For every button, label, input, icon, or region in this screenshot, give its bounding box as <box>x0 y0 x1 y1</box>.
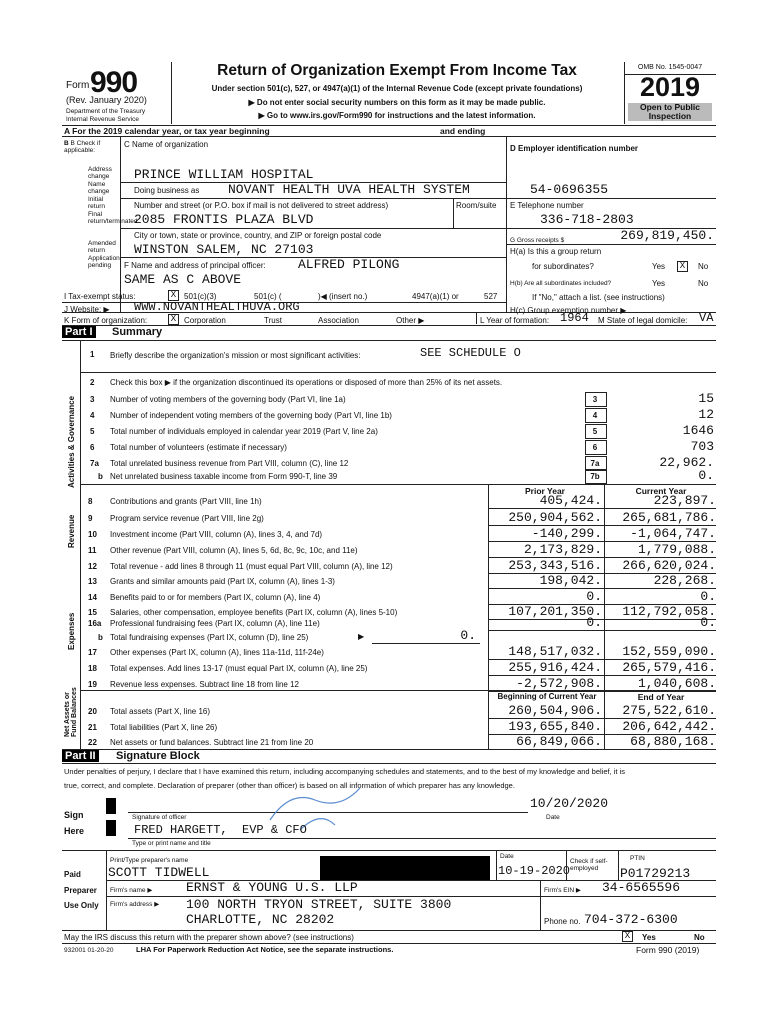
ha-no: No <box>698 262 709 271</box>
sign-arrow-1 <box>106 798 116 814</box>
prior-year-header: Prior Year <box>524 486 565 496</box>
fin-line-current: 112,792,058. <box>622 604 716 619</box>
ha-yes: Yes <box>652 262 666 271</box>
fin-line-num: 16a <box>88 619 102 628</box>
g-label: G Gross receipts $ <box>510 237 565 244</box>
line16b-value: 0. <box>460 628 476 643</box>
fin-line-current: 0. <box>700 615 716 630</box>
fin-line-num: 19 <box>88 680 97 689</box>
prep-name-label: Print/Type preparer's name <box>110 857 189 864</box>
officer-name-title: FRED HARGETT, EVP & CFO <box>134 823 307 837</box>
firm-name: ERNST & YOUNG U.S. LLP <box>186 880 358 895</box>
firm-phone: 704-372-6300 <box>584 912 678 927</box>
hb-yes: Yes <box>652 279 666 288</box>
fin-line-current: 223,897. <box>653 493 716 508</box>
website[interactable]: WWW.NOVANTHEALTHUVA.ORG <box>134 300 300 314</box>
fin-line-prior: 255,916,424. <box>508 660 602 675</box>
gov-line-text: Number of voting members of the governing body (Part VI, line 1a) <box>110 395 346 404</box>
line2-text: Check this box ▶ if the organization discontinued its operations or disposed of more than 25% of its net assets. <box>110 378 503 387</box>
i-insert: )◀ (insert no.) <box>318 292 368 301</box>
hb-no: No <box>698 279 709 288</box>
fin-line-text: Total assets (Part X, line 16) <box>110 707 211 716</box>
firm-addr-label: Firm's address ▶ <box>110 901 160 908</box>
omb-number: OMB No. 1545-0047 <box>637 64 703 71</box>
fin-line-num: 14 <box>88 593 97 602</box>
here-label: Here <box>64 826 85 836</box>
sign-date: 10/20/2020 <box>530 796 609 811</box>
gov-line-value: 22,962. <box>659 455 714 470</box>
irs-label: Internal Revenue Service <box>66 116 139 123</box>
fin-line-num: 13 <box>88 577 97 586</box>
fin-line-current: 265,579,416. <box>622 660 716 675</box>
k-trust: Trust <box>264 316 282 325</box>
discuss-yes-checkbox[interactable]: X <box>622 931 633 942</box>
street-label: Number and street (or P.O. box if mail is not delivered to street address) <box>134 201 389 210</box>
tax-year: 2019 <box>639 72 701 102</box>
perjury-2: true, correct, and complete. Declaration of preparer (other than officer) is based on all information of which preparer has any knowledge. <box>64 781 515 790</box>
line-a: A For the 2019 calendar year, or tax year beginning <box>64 126 270 136</box>
fin-line-prior: 193,655,840. <box>508 719 602 734</box>
k-assoc: Association <box>318 316 359 325</box>
k-other: Other ▶ <box>396 316 425 325</box>
fin-line-current: 228,268. <box>653 573 716 588</box>
firm-ein: 34-6565596 <box>602 880 681 895</box>
k-corp-checkbox[interactable]: X <box>168 314 179 325</box>
fin-line-text: Benefits paid to or for members (Part IX, column (A), line 4) <box>110 593 321 602</box>
discuss-yes: Yes <box>642 933 656 942</box>
telephone: 336-718-2803 <box>540 212 634 227</box>
d-label: D Employer identification number <box>510 144 639 153</box>
gov-line-box-label: 4 <box>592 411 598 420</box>
boy-header: Beginning of Current Year <box>497 692 597 701</box>
fin-line-text: Total expenses. Add lines 13-17 (must equal Part IX, column (A), line 25) <box>110 664 368 673</box>
b-item-address: Address change <box>88 166 112 180</box>
perjury-1: Under penalties of perjury, I declare that I have examined this return, including accompanying schedules and statements, and to the best of my knowledge and belief, it is <box>64 767 626 776</box>
line16b-text: Total fundraising expenses (Part IX, column (D), line 25) <box>110 633 309 642</box>
i-501c: 501(c) ( <box>254 292 282 301</box>
fin-line-current: 152,559,090. <box>622 644 716 659</box>
fin-line-prior: -140,299. <box>531 526 602 541</box>
year-formed: 1964 <box>560 311 589 325</box>
fin-line-prior: 66,849,066. <box>516 734 602 749</box>
signature-label: Signature of officer <box>132 814 187 821</box>
line16b-arrow: ▶ <box>358 632 365 641</box>
gov-line-value: 0. <box>698 468 714 483</box>
gov-line-text: Net unrelated business taxable income from Form 990-T, line 39 <box>110 472 338 481</box>
line2-num: 2 <box>90 378 95 387</box>
goto-note: ▶ Go to www.irs.gov/Form990 for instructions and the latest information. <box>258 111 536 120</box>
footer-form: Form 990 (2019) <box>636 945 700 955</box>
b-item-application: Application pending <box>88 255 120 269</box>
street-address: 2085 FRONTIS PLAZA BLVD <box>134 212 314 227</box>
fin-line-current: 1,779,088. <box>637 542 716 557</box>
ha-sub: for subordinates? <box>532 262 594 271</box>
fin-line-prior: 250,904,562. <box>508 510 602 525</box>
type-label: Type or print name and title <box>132 840 211 847</box>
room-label: Room/suite <box>456 201 497 210</box>
under-section: Under section 501(c), 527, or 4947(a)(1) of the Internal Revenue Code (except private foundations) <box>211 84 583 93</box>
c-label: C Name of organization <box>124 140 209 149</box>
domicile: VA <box>699 311 714 325</box>
k-label: K Form of organization: <box>64 316 148 325</box>
gov-line-value: 703 <box>690 439 714 454</box>
form-word: Form <box>66 80 90 91</box>
b-item-final: Final return/terminated <box>88 211 138 225</box>
gov-line-num: b <box>98 472 103 481</box>
fin-line-num: 9 <box>88 514 93 523</box>
principal-officer: ALFRED PILONG <box>298 257 400 272</box>
date-label: Date <box>546 814 560 821</box>
m-label: M State of legal domicile: <box>598 316 688 325</box>
rev-date: (Rev. January 2020) <box>66 95 147 105</box>
form-title: Return of Organization Exempt From Income Tax <box>217 62 577 79</box>
fin-line-prior: 2,173,829. <box>523 542 602 557</box>
ein: 54-0696355 <box>530 182 609 197</box>
gov-line-num: 4 <box>90 411 95 420</box>
e-label: E Telephone number <box>510 201 584 210</box>
ha-no-checkbox[interactable]: X <box>677 261 688 272</box>
fin-line-text: Other expenses (Part IX, column (A), lines 11a-11d, 11f-24e) <box>110 648 324 657</box>
org-name: PRINCE WILLIAM HOSPITAL <box>134 167 314 182</box>
side-net: Net Assets or Fund Balances <box>64 687 78 737</box>
firm-address-2: CHARLOTTE, NC 28202 <box>186 912 335 927</box>
i-501c3-checkbox[interactable]: X <box>168 290 179 301</box>
i-4947: 4947(a)(1) or <box>412 292 459 301</box>
gov-line-value: 12 <box>698 407 714 422</box>
fin-line-current: 0. <box>700 589 716 604</box>
gov-line-box-label: 5 <box>592 427 598 436</box>
part1-title: Summary <box>112 326 163 338</box>
fin-line-text: Investment income (Part VIII, column (A), lines 3, 4, and 7d) <box>110 530 323 539</box>
fin-line-prior: 198,042. <box>539 573 602 588</box>
gross-receipts: 269,819,450. <box>620 228 714 243</box>
fin-line-prior: -2,572,908. <box>516 676 602 691</box>
fin-line-text: Total liabilities (Part X, line 26) <box>110 723 218 732</box>
fin-line-num: 12 <box>88 562 97 571</box>
part2-label: Part II <box>62 750 99 762</box>
check-label: Check if self-employed <box>570 858 608 872</box>
city-state-zip: WINSTON SALEM, NC 27103 <box>134 242 314 257</box>
firm-ein-label: Firm's EIN ▶ <box>544 887 581 894</box>
eoy-header: End of Year <box>637 692 685 702</box>
gov-line-box-label: 7a <box>590 459 600 468</box>
gov-line-box-label: 6 <box>592 443 598 452</box>
city-label: City or town, state or province, country, and ZIP or foreign postal code <box>134 231 382 240</box>
fin-line-prior: 253,343,516. <box>508 558 602 573</box>
gov-line-num: 6 <box>90 443 95 452</box>
phone-label: Phone no. <box>544 917 581 926</box>
line1-num: 1 <box>90 350 95 359</box>
l-label: L Year of formation: <box>480 316 550 325</box>
officer-address: SAME AS C ABOVE <box>124 272 242 287</box>
i-501c3: 501(c)(3) <box>184 292 217 301</box>
discuss-no: No <box>694 933 705 942</box>
firm-name-label: Firm's name ▶ <box>110 887 153 894</box>
fin-line-text: Program service revenue (Part VIII, line 2g) <box>110 514 264 523</box>
gov-line-value: 15 <box>698 391 714 406</box>
i-label: I Tax-exempt status: <box>64 292 136 301</box>
ha-label: H(a) Is this a group return <box>510 247 602 256</box>
fin-line-prior: 107,201,350. <box>508 604 602 619</box>
no-ssn-note: ▶ Do not enter social security numbers on this form as it may be made public. <box>248 98 546 107</box>
hb-label: H(b) Are all subordinates included? <box>510 280 612 287</box>
fin-line-text: Professional fundraising fees (Part IX, column (A), line 11e) <box>110 619 320 628</box>
paid-label: Paid <box>64 870 81 879</box>
footer-lha: LHA For Paperwork Reduction Act Notice, see the separate instructions. <box>136 945 394 954</box>
gov-line-box-label: 7b <box>590 472 600 481</box>
k-corp: Corporation <box>184 316 226 325</box>
i-527: 527 <box>484 292 498 301</box>
b-item-name: Name change <box>88 181 110 195</box>
gov-line-value: 1646 <box>682 423 714 438</box>
fin-line-current: 1,040,608. <box>637 676 716 691</box>
fin-line-prior: 260,504,906. <box>508 703 602 718</box>
line1-text: Briefly describe the organization's mission or most significant activities: <box>110 351 361 360</box>
fin-line-num: 20 <box>88 707 97 716</box>
preparer-name: SCOTT TIDWELL <box>108 865 210 880</box>
fin-line-current: 266,620,024. <box>622 558 716 573</box>
dept-treasury: Department of the Treasury <box>66 108 146 115</box>
fin-line-current: 68,880,168. <box>630 734 716 749</box>
gov-line-num: 3 <box>90 395 95 404</box>
form-number: 990 <box>90 66 138 99</box>
side-rev: Revenue <box>67 514 76 548</box>
open-to-public: Open to Public Inspection <box>628 103 712 121</box>
fin-line-prior: 405,424. <box>539 493 602 508</box>
gov-line-text: Total number of individuals employed in calendar year 2019 (Part V, line 2a) <box>110 427 378 436</box>
fin-line-num: 17 <box>88 648 97 657</box>
fin-line-num: 10 <box>88 530 97 539</box>
b-item-initial: Initial return <box>88 196 105 210</box>
gov-line-text: Total unrelated business revenue from Part VIII, column (C), line 12 <box>110 459 349 468</box>
prep-date-label: Date <box>500 853 514 860</box>
side-gov: Activities & Governance <box>67 395 76 488</box>
fin-line-text: Net assets or fund balances. Subtract line 21 from line 20 <box>110 738 314 747</box>
footer-code: 932001 01-20-20 <box>64 947 114 954</box>
line16b-num: b <box>98 633 103 642</box>
gov-line-text: Number of independent voting members of the governing body (Part VI, line 1b) <box>110 411 392 420</box>
fin-line-current: 275,522,610. <box>622 703 716 718</box>
ptin-label: PTIN <box>630 855 645 862</box>
ptin-value: P01729213 <box>620 866 691 881</box>
fin-line-num: 22 <box>88 738 97 747</box>
b-item-amended: Amended return <box>88 240 116 254</box>
j-label: J Website: ▶ <box>64 305 110 314</box>
gov-line-num: 5 <box>90 427 95 436</box>
fin-line-prior: 0. <box>586 615 602 630</box>
fin-line-current: 206,642,442. <box>622 719 716 734</box>
fin-line-num: 11 <box>88 546 97 555</box>
fin-line-text: Contributions and grants (Part VIII, line 1h) <box>110 497 262 506</box>
fin-line-current: -1,064,747. <box>630 526 716 541</box>
f-label: F Name and address of principal officer: <box>124 261 266 270</box>
fin-line-current: 265,681,786. <box>622 510 716 525</box>
fin-line-text: Salaries, other compensation, employee benefits (Part IX, column (A), lines 5-10) <box>110 608 398 617</box>
fin-line-num: 18 <box>88 664 97 673</box>
discuss-text: May the IRS discuss this return with the preparer shown above? (see instructions) <box>64 933 354 942</box>
firm-address-1: 100 NORTH TRYON STREET, SUITE 3800 <box>186 897 452 912</box>
and-ending: and ending <box>440 126 486 136</box>
fin-line-num: 21 <box>88 723 97 732</box>
preparer-label: Preparer <box>64 886 97 895</box>
side-exp: Expenses <box>67 612 76 650</box>
fin-line-prior: 148,517,032. <box>508 644 602 659</box>
part1-label: Part I <box>62 326 96 338</box>
gov-line-num: 7a <box>90 459 99 468</box>
sign-label: Sign <box>64 810 84 820</box>
dba-name: NOVANT HEALTH UVA HEALTH SYSTEM <box>228 182 470 197</box>
fin-line-text: Total revenue - add lines 8 through 11 (must equal Part VIII, column (A), line 12) <box>110 562 393 571</box>
sign-arrow-2 <box>106 820 116 836</box>
fin-line-text: Revenue less expenses. Subtract line 18 from line 12 <box>110 680 299 689</box>
preparer-date: 10-19-2020 <box>498 864 571 878</box>
use-only-label: Use Only <box>64 901 99 910</box>
hc-label: H(c) Group exemption number ▶ <box>510 306 627 315</box>
fin-line-text: Other revenue (Part VIII, column (A), lines 5, 6d, 8c, 9c, 10c, and 11e) <box>110 546 358 555</box>
line1-value: SEE SCHEDULE O <box>420 346 521 360</box>
part2-title: Signature Block <box>116 750 200 762</box>
gov-line-text: Total number of volunteers (estimate if necessary) <box>110 443 287 452</box>
b-check-label: B B Check if applicable: <box>64 140 101 154</box>
fin-line-num: 8 <box>88 497 93 506</box>
current-year-header: Current Year <box>635 486 687 496</box>
fin-line-num: 15 <box>88 608 97 617</box>
preparer-signature-redacted <box>320 856 490 880</box>
hb-note: If "No," attach a list. (see instructions) <box>532 293 665 302</box>
gov-line-box-label: 3 <box>592 395 598 404</box>
fin-line-prior: 0. <box>586 589 602 604</box>
fin-line-text: Grants and similar amounts paid (Part IX, column (A), lines 1-3) <box>110 577 335 586</box>
dba-label: Doing business as <box>134 186 200 195</box>
